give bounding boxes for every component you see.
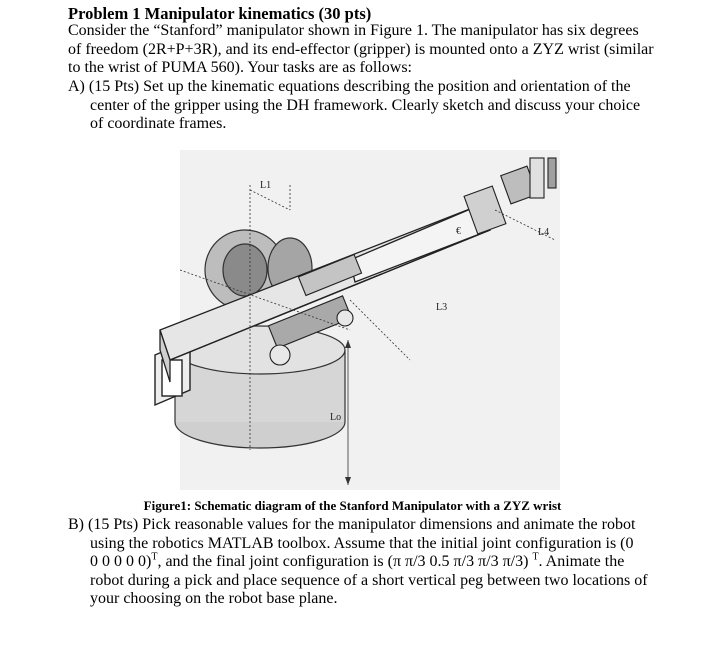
- figure-caption: Figure1: Schematic diagram of the Stanford Manipulator with a ZYZ wrist: [143, 498, 562, 513]
- task-a: [68, 78, 640, 134]
- task-b-line: [68, 516, 648, 535]
- task-b-line: your choosing on the robot base plane.: [90, 590, 338, 608]
- label-l1: L1: [260, 180, 272, 191]
- task-b: [68, 516, 648, 609]
- task-b-text: , and the final joint configuration is (π π/3 0.5 π/3 π/3 π/3): [157, 553, 533, 571]
- intro-paragraph: [68, 22, 654, 78]
- stanford-manipulator-figure: [150, 150, 570, 490]
- task-b-line: [68, 553, 648, 572]
- task-b-line: using the robotics MATLAB toolbox. Assume that the initial joint configuration is (0: [90, 534, 634, 552]
- task-b-marker: B): [68, 516, 84, 533]
- task-b-text: 0 0 0 0 0): [90, 553, 152, 571]
- task-b-text: (15 Pts) Pick reasonable values for the manipulator dimensions and animate the robot: [88, 516, 636, 533]
- task-a-text: (15 Pts) Set up the kinematic equations describing the position and orientation of the: [88, 78, 631, 95]
- transpose-mark: T: [151, 551, 158, 563]
- task-a-line: [68, 78, 640, 97]
- task-b-text: . Animate the: [538, 553, 625, 571]
- intro-line: to the wrist of PUMA 560). Your tasks are as follows:: [68, 59, 412, 77]
- label-lo: Lo: [330, 412, 342, 423]
- task-a-line: center of the gripper using the DH framework. Clearly sketch and discuss your choice: [90, 96, 641, 114]
- label-wrist-mark: €: [456, 226, 461, 237]
- problem-title: Problem 1 Manipulator kinematics (30 pts): [68, 4, 372, 23]
- label-l3: L3: [436, 302, 448, 313]
- intro-line: of freedom (2R+P+3R), and its end-effector (gripper) is mounted onto a ZYZ wrist (similar: [68, 40, 654, 58]
- task-a-marker: A): [68, 78, 85, 95]
- intro-line: Consider the “Stanford” manipulator shown in Figure 1. The manipulator has six degrees: [68, 22, 639, 39]
- label-l4: L4: [538, 227, 550, 238]
- transpose-mark: T: [532, 551, 539, 563]
- task-b-line: robot during a pick and place sequence of a short vertical peg between two locations of: [90, 571, 648, 589]
- task-a-line: of coordinate frames.: [90, 115, 227, 133]
